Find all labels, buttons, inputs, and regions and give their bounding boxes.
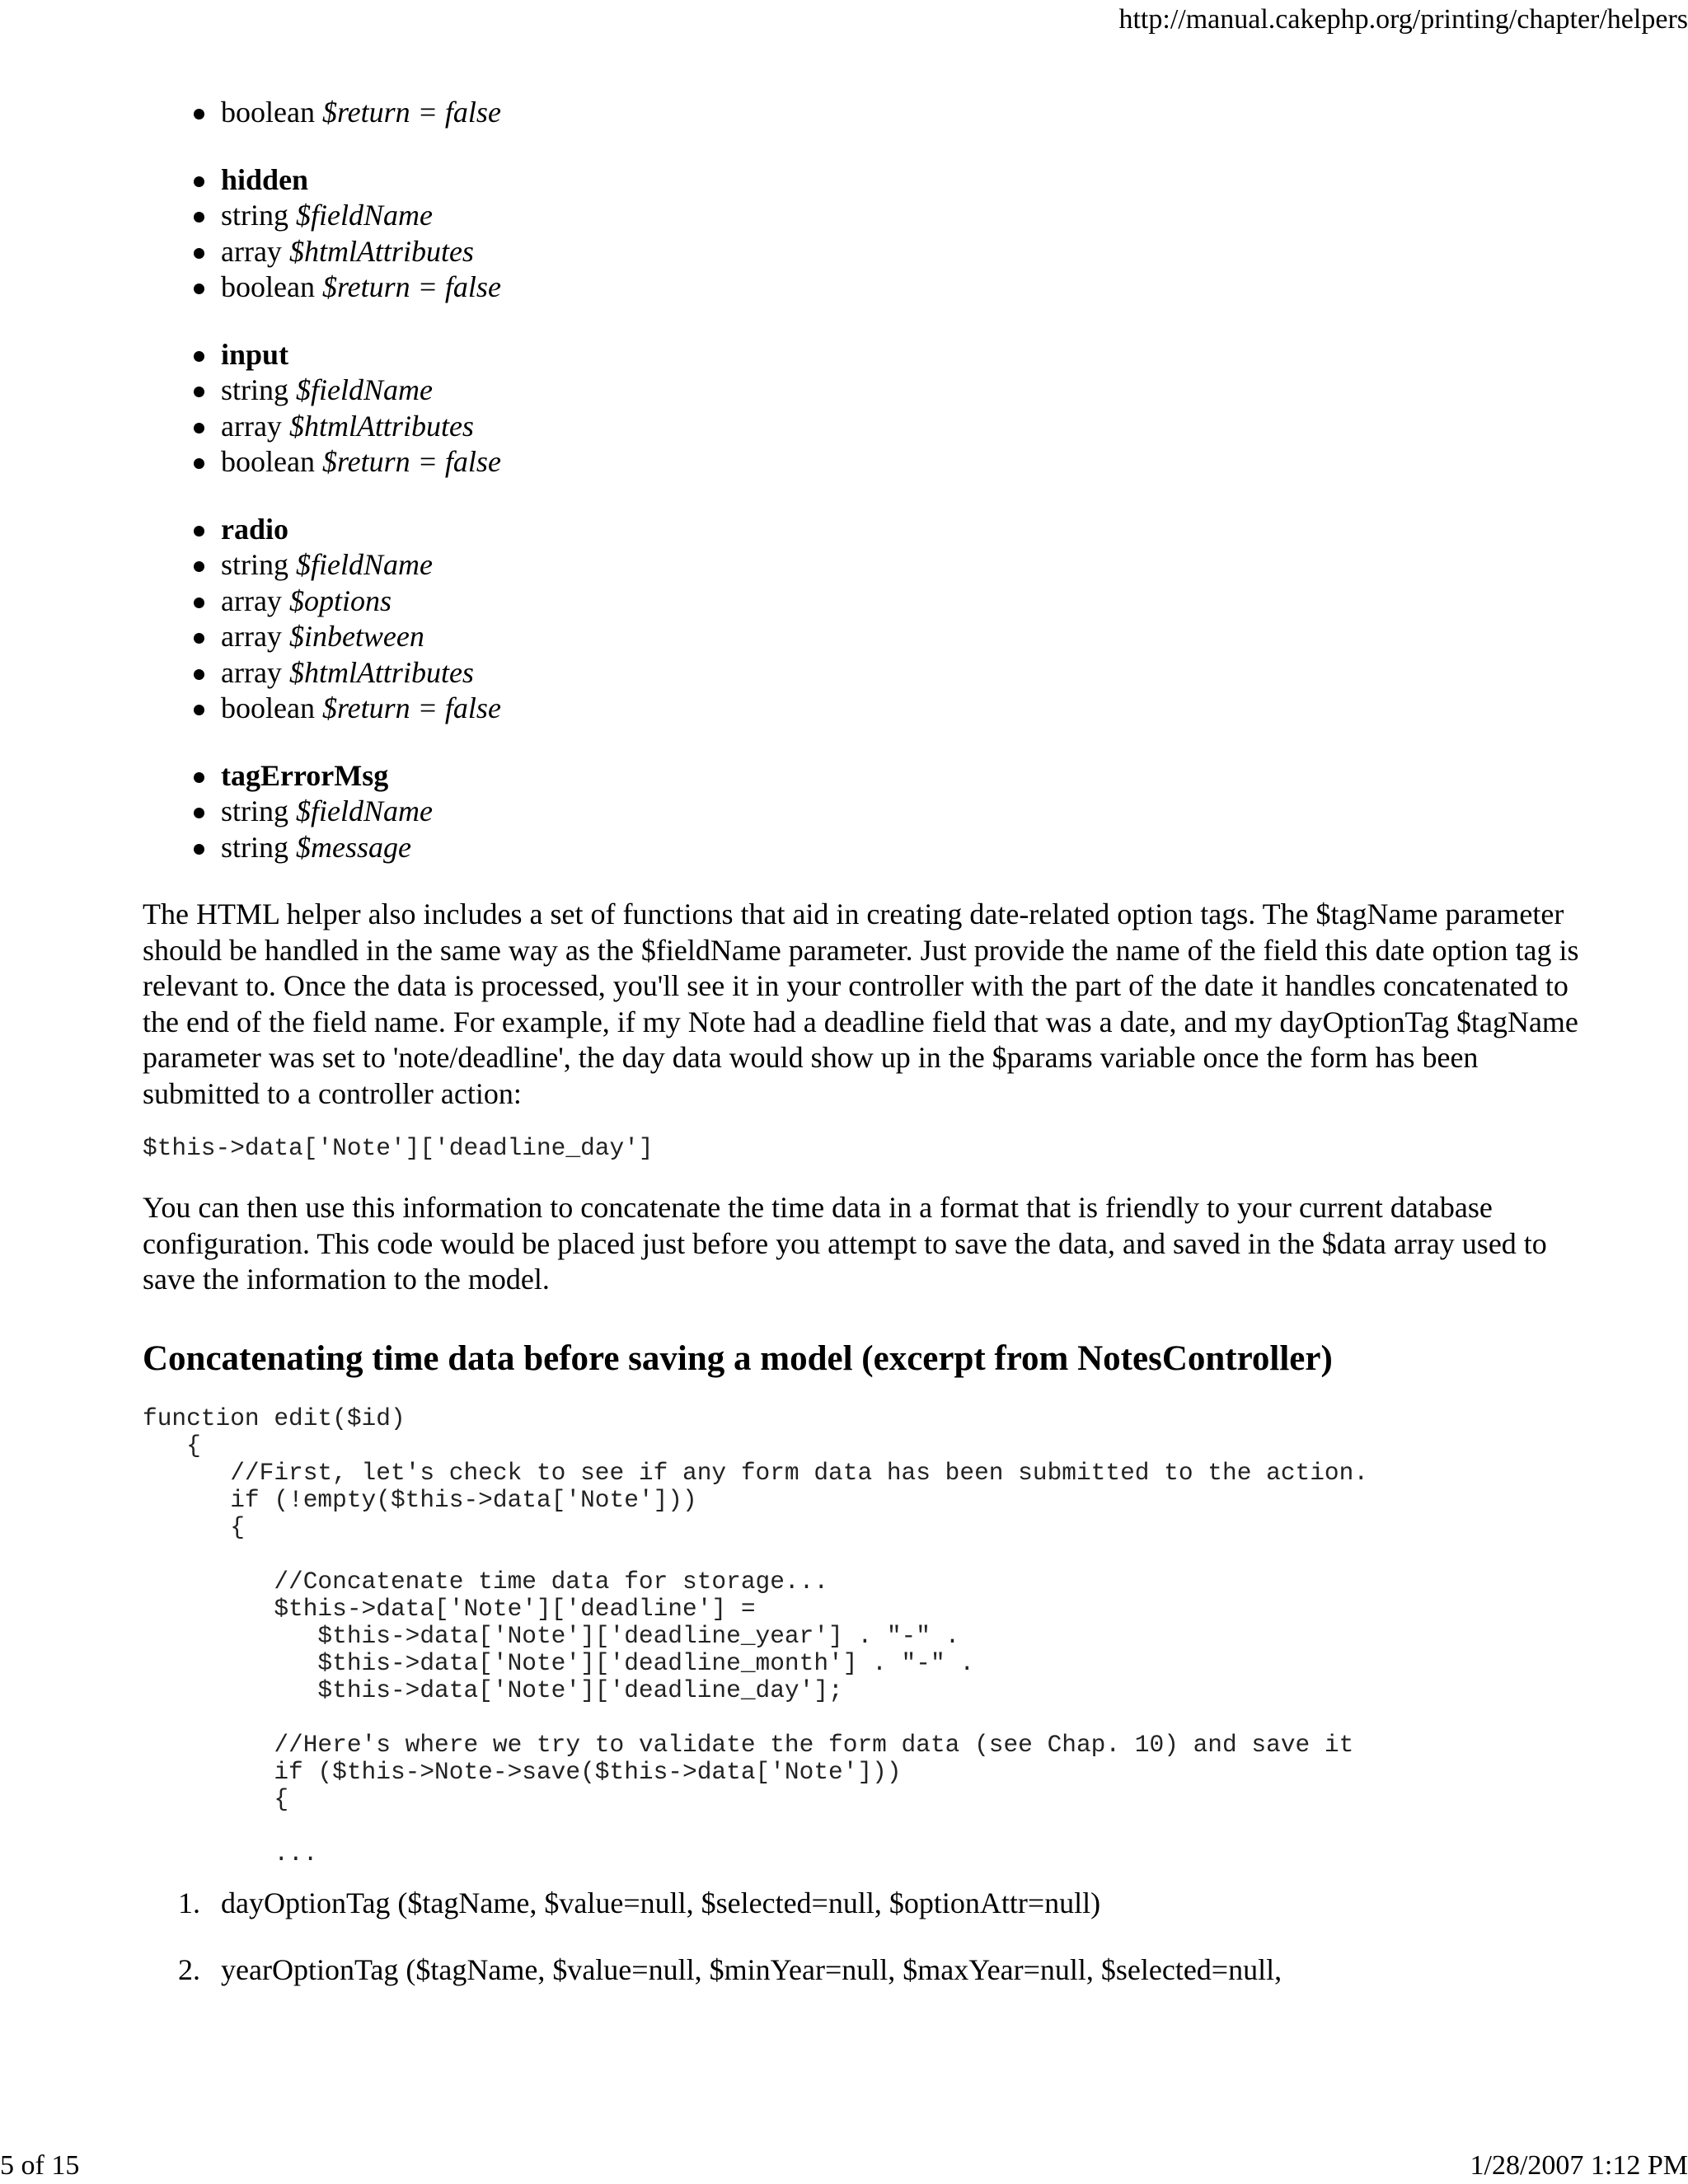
- param-group-radio: [143, 512, 1593, 727]
- param-var: $htmlAttributes: [288, 655, 474, 689]
- page-url-header: http://manual.cakephp.org/printing/chapter/helpers: [1118, 4, 1688, 35]
- param-group-input: [143, 337, 1593, 480]
- explanation-paragraph: You can then use this information to concatenate the time data in a format that is friendly to your current database configuration. This code would be placed just before you attempt to save the data, and saved in the $data array used to save the information to the model.: [143, 1191, 1547, 1296]
- param-var: $inbetween: [288, 620, 424, 653]
- function-name: radio: [221, 512, 1593, 548]
- param-var: $fieldName: [296, 794, 433, 827]
- param-var: $htmlAttributes: [288, 409, 474, 443]
- list-number: 1.: [178, 1886, 200, 1919]
- param-group-hidden: [143, 162, 1593, 306]
- param-var: $htmlAttributes: [288, 234, 474, 268]
- param-var: $return = false: [321, 96, 501, 129]
- param-item: [221, 234, 1593, 270]
- param-type: boolean: [221, 445, 315, 478]
- section-heading: Concatenating time data before saving a model (excerpt from NotesController): [143, 1338, 1333, 1378]
- param-var: $fieldName: [296, 373, 433, 406]
- param-item: [221, 547, 1593, 583]
- intro-paragraph: The HTML helper also includes a set of functions that aid in creating date-related option tags. The $tagName parameter should be handled in the same way as the $fieldName parameter. Just provide the name of the field this date option tag is relevant to. Once the data is processed, you'll see it in your controller with the part of the date it handles concatenated to the end of the field name. For example, if my Note had a deadline field that was a date, and my dayOptionTag $tagName parameter was set to 'note/deadline', the day data would show up in the $params variable once the form has been submitted to a controller action:: [143, 898, 1579, 1110]
- param-type: boolean: [221, 270, 315, 303]
- document-body: [143, 95, 1593, 2020]
- list-item-text: yearOptionTag ($tagName, $value=null, $minYear=null, $maxYear=null, $selected=null,: [221, 1953, 1282, 1986]
- param-type: array: [221, 409, 282, 443]
- param-item: [221, 409, 1593, 445]
- function-name: tagErrorMsg: [221, 758, 1593, 794]
- param-var: $message: [296, 830, 411, 864]
- param-item: [221, 794, 1593, 830]
- param-var: $fieldName: [296, 548, 433, 581]
- function-signature-list: [143, 1886, 1593, 1989]
- param-item: [221, 691, 1593, 727]
- param-type: array: [221, 620, 282, 653]
- param-type: array: [221, 655, 282, 689]
- code-example-inline: $this->data['Note']['deadline_day']: [143, 1134, 654, 1162]
- param-type: string: [221, 199, 289, 232]
- list-item: [178, 1952, 1593, 1989]
- param-var: $return = false: [321, 691, 501, 724]
- param-item: [221, 583, 1593, 620]
- param-group-tagErrorMsg: [143, 758, 1593, 866]
- param-type: string: [221, 830, 289, 864]
- param-var: $return = false: [321, 445, 501, 478]
- param-var: $options: [288, 583, 392, 617]
- list-item: [178, 1886, 1593, 1922]
- list-number: 2.: [178, 1953, 200, 1986]
- datetime-footer: 1/28/2007 1:12 PM: [1470, 2150, 1688, 2181]
- param-item: [221, 830, 1593, 866]
- param-type: string: [221, 548, 289, 581]
- param-type: array: [221, 234, 282, 268]
- param-item: [221, 444, 1593, 480]
- page-count-footer: 5 of 15: [0, 2150, 80, 2181]
- param-item: [221, 619, 1593, 655]
- param-item: [221, 95, 1593, 131]
- param-group-0: [143, 95, 1593, 131]
- param-item: [221, 269, 1593, 306]
- param-type: array: [221, 583, 282, 617]
- param-item: [221, 373, 1593, 409]
- function-name: input: [221, 337, 1593, 373]
- function-name: hidden: [221, 162, 1593, 199]
- param-var: $return = false: [321, 270, 501, 303]
- code-block-edit-function: function edit($id) { //First, let's check to see if any form data has been submitted to the action. if (!empty($this->data['Note'])) { //Concatenate time data for storage... $this->data['Note']['deadline'] = $this->data['Note']['deadline_year'] . "-" . $this->data['Note']['deadline_month'] . "-" . $this->data['Note']['deadline_day']; //Here's where we try to validate the form data (see Chap. 10) and save it if ($this->Note->save($this->data['Note'])) { ...: [143, 1404, 1369, 1868]
- param-type: string: [221, 794, 289, 827]
- param-item: [221, 198, 1593, 234]
- param-type: string: [221, 373, 289, 406]
- param-item: [221, 655, 1593, 691]
- param-var: $fieldName: [296, 199, 433, 232]
- param-type: boolean: [221, 96, 315, 129]
- param-type: boolean: [221, 691, 315, 724]
- list-item-text: dayOptionTag ($tagName, $value=null, $selected=null, $optionAttr=null): [221, 1886, 1101, 1919]
